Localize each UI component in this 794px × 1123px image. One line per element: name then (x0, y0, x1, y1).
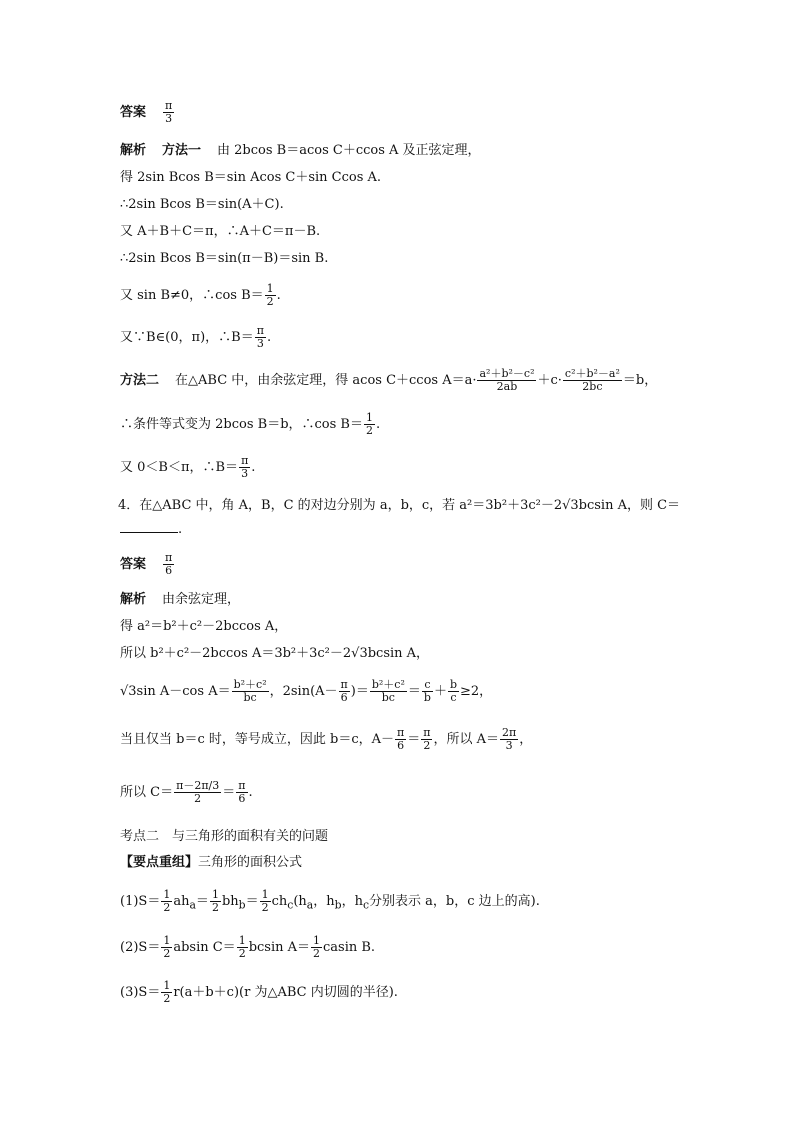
answer-fraction: $\frac{\pi}{6}$ (165, 551, 173, 577)
text-line: 所以 b²＋c²－2bccos A＝3b²＋3c²－2√3bcsin A， (120, 646, 430, 661)
text-line: ∴条件等式变为 2bcos B＝b，∴cos B＝ $\frac{1}{2}$ . (120, 411, 381, 437)
question-4: 4．在△ABC 中，角 A，B，C 的对边分别为 a，b，c，若 a²＝3b²＋3c²－2√3bcsin A，则 C＝ (118, 498, 681, 513)
fraction: $\frac{\pi}{3}$ (256, 324, 264, 350)
answer-line-1 (120, 100, 175, 125)
formula-1: (1)S＝ $\frac{1}{2}$ $ah_a=$ $\frac{1}{2}$ $bh_b=$ $\frac{1}{2}$ $ch_c(h_a$，$h_b$，$h_c$分别表示 a，b，c 边上的高). (120, 888, 540, 914)
method2-label: 方法二 (120, 373, 160, 388)
fraction: $\frac{\pi}{3}$ (241, 454, 249, 480)
fraction: $\frac{\text{c²＋b²－a²}}{2bc}$ (564, 367, 620, 393)
fraction-half: $\frac{1}{2}$ (313, 934, 321, 960)
fraction: $\frac{1}{2}$ (365, 411, 373, 437)
fraction-half: $\frac{1}{2}$ (163, 934, 171, 960)
fraction-half: $\frac{1}{2}$ (261, 888, 269, 914)
key-points-heading (120, 855, 302, 871)
answer-fraction: $\frac{\pi}{3}$ (165, 99, 173, 125)
fraction: $\frac{\text{b²＋c²}}{bc}$ (233, 678, 267, 704)
text-line: ∴2sin Bcos B＝sin(A＋C). (120, 197, 284, 212)
fraction: $\frac{\pi}{2}$ (423, 726, 431, 752)
text-line: 又∵B∈(0，π)，∴B＝ $\frac{\pi}{3}$ . (120, 324, 272, 350)
method1-text: 由 2bcos B＝acos C＋ccos A 及正弦定理， (217, 143, 481, 158)
text-line: 所以 C＝ $\frac{\pi-2\pi/3}{2}$ ＝ $\frac{\pi}{6}$ . (120, 779, 253, 805)
method1-label: 方法一 (162, 143, 202, 158)
fraction: $\frac{b}{c}$ (449, 678, 458, 704)
text-line: √3sin A－cos A＝ $\frac{\text{b²＋c²}}{bc}$ ，2sin(A－ $\frac{\pi}{6}$ )＝ $\frac{\text{b²＋c²}}{bc}$ ＝ $\frac{c}{b}$ ＋ $\frac{b}{c}$ ≥2， (120, 678, 493, 704)
fraction-half: $\frac{1}{2}$ (238, 934, 246, 960)
fraction: $\frac{1}{2}$ (266, 282, 274, 308)
fraction-half: $\frac{1}{2}$ (211, 888, 219, 914)
key-points-title: 三角形的面积公式 (198, 855, 303, 870)
method2-line: 方法二 在△ABC 中，由余弦定理，得 acos C＋ccos A＝a· $\frac{\text{a²＋b²－c²}}{2ab}$ ＋c· $\frac{\text{c²＋b²－a²}}{2bc}$ ＝b， (120, 367, 658, 393)
formula-3: (3)S＝ $\frac{1}{2}$ r(a＋b＋c)(r 为△ABC 内切圆的半径). (120, 979, 398, 1005)
fraction-half: $\frac{1}{2}$ (163, 888, 171, 914)
fraction: $\frac{c}{b}$ (423, 678, 431, 704)
text-line: ∴2sin Bcos B＝sin(π－B)＝sin B. (120, 251, 329, 266)
analysis-label: 解析 (120, 592, 147, 607)
text-line: 又 0＜B＜π，∴B＝ $\frac{\pi}{3}$ . (120, 454, 256, 480)
fraction: $\frac{\pi}{6}$ (397, 726, 405, 752)
fraction: $\frac{\pi-2\pi/3}{2}$ (176, 779, 220, 805)
answer-line-2 (120, 552, 175, 577)
analysis-method1-line (120, 143, 481, 159)
analysis-label: 解析 (120, 143, 147, 158)
analysis-line: 解析 由余弦定理， (120, 592, 241, 607)
text-line: 又 sin B≠0，∴cos B＝ $\frac{1}{2}$ . (120, 282, 281, 308)
text-line: 得 2sin Bcos B＝sin Acos C＋sin Ccos A. (120, 170, 382, 185)
fraction: $\frac{2\pi}{3}$ (502, 726, 517, 752)
section-title: 考点二 与三角形的面积有关的问题 (120, 829, 329, 844)
fraction: $\frac{\text{b²＋c²}}{bc}$ (371, 678, 405, 704)
answer-label: 答案 (120, 105, 147, 120)
text-line: 当且仅当 b＝c 时，等号成立，因此 b＝c，A－ $\frac{\pi}{6}$ ＝ $\frac{\pi}{2}$ ，所以 A＝ $\frac{2\pi}{3}$ ， (120, 726, 533, 752)
fraction: $\frac{\pi}{6}$ (238, 779, 246, 805)
fraction-half: $\frac{1}{2}$ (163, 979, 171, 1005)
text-line: 得 a²＝b²＋c²－2bccos A， (120, 619, 288, 634)
formula-2: (2)S＝ $\frac{1}{2}$ absin C＝ $\frac{1}{2}$ bcsin A＝ $\frac{1}{2}$ casin B. (120, 934, 376, 960)
text-line: 又 A＋B＋C＝π，∴A＋C＝π－B. (120, 224, 321, 239)
answer-blank (120, 520, 178, 533)
answer-blank-line: . (120, 520, 182, 538)
key-points-label: 【要点重组】 (120, 855, 199, 870)
fraction: $\frac{\text{a²＋b²－c²}}{2ab}$ (479, 367, 535, 393)
answer-label: 答案 (120, 557, 147, 572)
fraction: $\frac{\pi}{6}$ (340, 678, 348, 704)
